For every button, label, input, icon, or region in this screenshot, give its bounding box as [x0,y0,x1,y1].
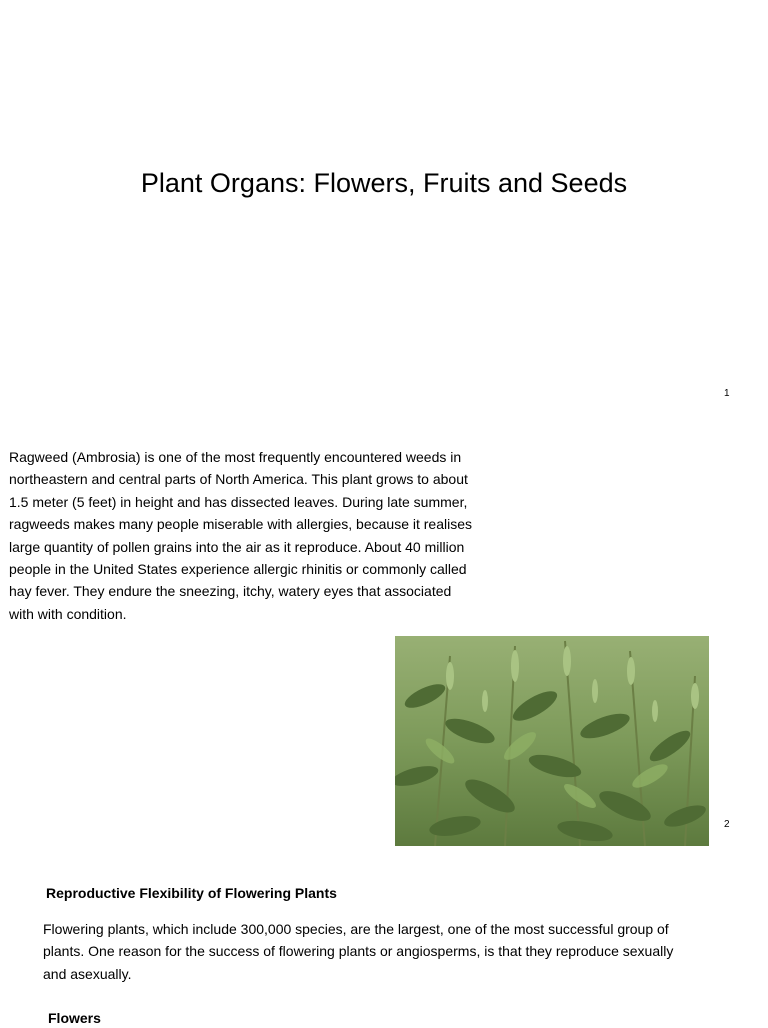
page-number: 1 [724,388,730,399]
section-heading-reproductive-flexibility: Reproductive Flexibility of Flowering Plants [46,885,337,901]
section-heading-flowers: Flowers [48,1010,101,1026]
page-title: Plant Organs: Flowers, Fruits and Seeds [140,168,628,198]
ragweed-photo [395,636,709,846]
page-number: 2 [724,819,730,830]
ragweed-illustration [395,636,709,846]
intro-paragraph: Ragweed (Ambrosia) is one of the most frequently encountered weeds in northeastern and central parts of North America. This plant grows to about 1.5 meter (5 feet) in height and has dissected leaves. During late summer, ragweeds makes many people miserable with allergies, because it realises large quantity of pollen grains into the air as it reproduce. About 40 million people in the United States experience allergic rhinitis or commonly called hay fever. They endure the sneezing, itchy, watery eyes that associated with with condition. [9,449,473,622]
section-paragraph: Flowering plants, which include 300,000 species, are the largest, one of the most successful group of plants. One reason for the success of flowering plants or angiosperms, is that they reproduce sexually and asexually. [43,921,674,982]
